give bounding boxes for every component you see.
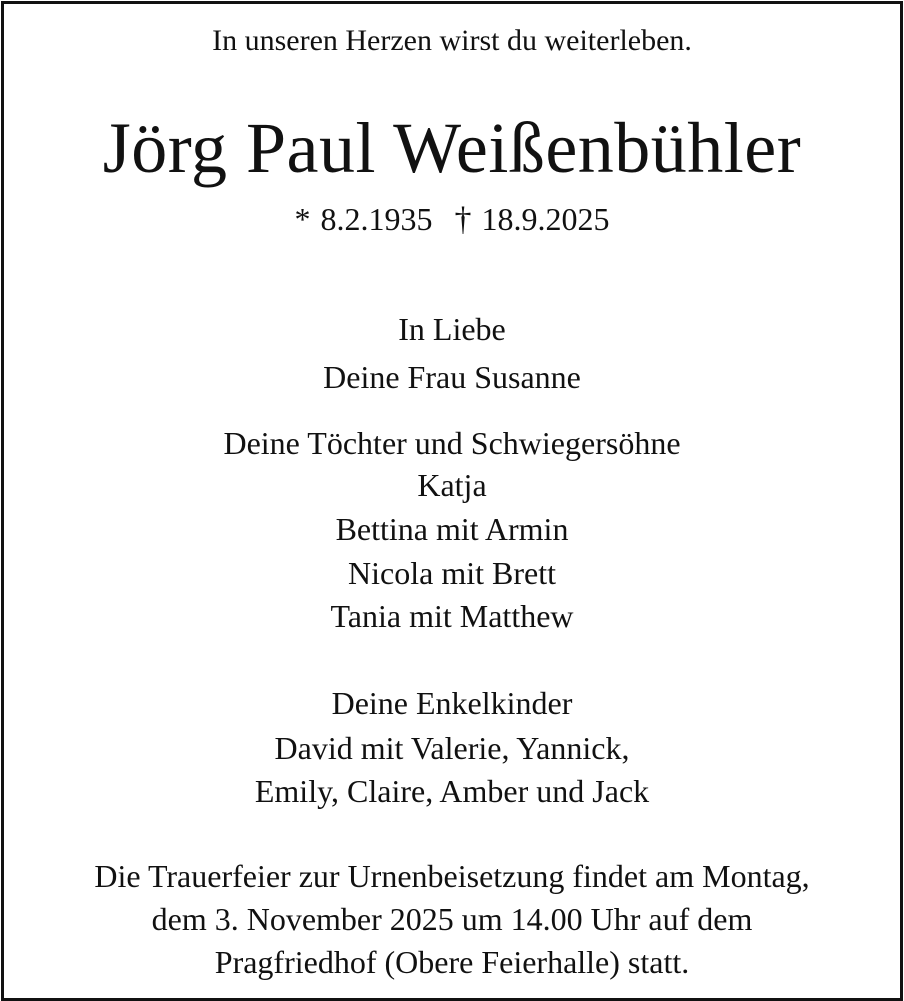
daughter-line: Nicola mit Brett (348, 555, 556, 591)
daughter-line: Tania mit Matthew (330, 598, 574, 634)
deceased-name: Jörg Paul Weißenbühler (102, 108, 802, 188)
ceremony-line: Pragfriedhof (Obere Feierhalle) statt. (214, 944, 690, 980)
grandchildren-line: David mit Valerie, Yannick, (274, 730, 630, 766)
daughter-line: Bettina mit Armin (335, 511, 569, 547)
grandchildren-line: Emily, Claire, Amber und Jack (254, 773, 650, 809)
ceremony-line: dem 3. November 2025 um 14.00 Uhr auf dem (151, 901, 753, 937)
motto: In unseren Herzen wirst du weiterleben. (212, 24, 692, 57)
grandchildren-heading: Deine Enkelkinder (331, 685, 573, 721)
life-dates (0, 203, 904, 237)
death-symbol: † (454, 201, 472, 238)
ceremony-line: Die Trauerfeier zur Urnenbeisetzung findet am Montag, (94, 858, 810, 894)
daughters-heading: Deine Töchter und Schwiegersöhne (223, 425, 681, 461)
birth-date: * 8.2.1935 (294, 201, 433, 237)
love-line: In Liebe (398, 311, 506, 347)
daughter-line: Katja (417, 467, 487, 503)
wife-line: Deine Frau Susanne (323, 359, 581, 395)
death-date: 18.9.2025 (481, 201, 610, 237)
